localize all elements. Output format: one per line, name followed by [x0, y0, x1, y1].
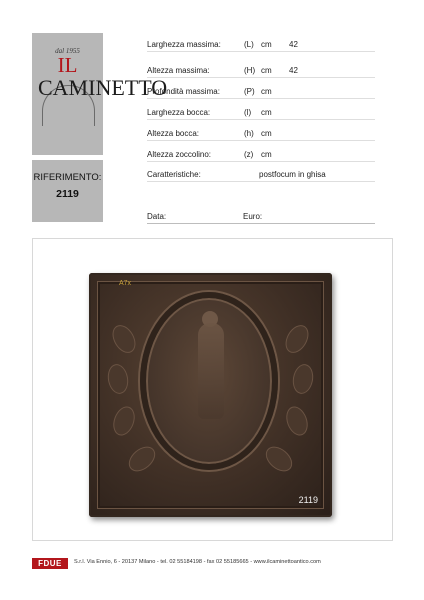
spec-label: Altezza massima:: [147, 66, 210, 75]
fireback-number: 2119: [298, 495, 318, 505]
date-label: Data:: [147, 212, 167, 221]
logo-name: CAMINETTO: [38, 75, 168, 100]
spec-label: Larghezza massima:: [147, 40, 221, 49]
reference-box: [32, 160, 103, 222]
spec-label: Profondità massima:: [147, 87, 220, 96]
reference-label: RIFERIMENTO:: [33, 172, 102, 183]
price-label: Euro:: [243, 212, 263, 221]
spec-code: (L): [244, 40, 254, 49]
spec-row-profondita-massima: [147, 87, 375, 99]
spec-code: (h): [244, 129, 254, 138]
logo-il: IL: [57, 53, 78, 77]
reference-value: 2119: [56, 188, 79, 200]
spec-divider: [147, 51, 375, 52]
spec-code: (z): [244, 150, 254, 159]
spec-value: 42: [289, 66, 298, 75]
cast-iron-fireback-image: [89, 273, 332, 517]
footer: [32, 558, 391, 570]
features-value: postfocum in ghisa: [259, 170, 326, 179]
spec-unit: cm: [261, 40, 272, 49]
features-row: [147, 170, 375, 182]
spec-value: 42: [289, 40, 298, 49]
spec-divider: [147, 161, 375, 162]
company-logo: [32, 33, 168, 155]
spec-unit: cm: [261, 108, 272, 117]
spec-unit: cm: [261, 150, 272, 159]
spec-code: (P): [244, 87, 255, 96]
order-row: [147, 212, 375, 224]
spec-unit: cm: [261, 66, 272, 75]
spec-code: (H): [244, 66, 256, 75]
features-label: Caratteristiche:: [147, 170, 201, 179]
spec-divider: [147, 140, 375, 141]
spec-code: (l): [244, 108, 252, 117]
spec-divider: [147, 77, 375, 78]
features-divider: [147, 181, 375, 182]
footer-brand-logo: FDUE: [32, 558, 68, 569]
spec-row-larghezza-massima: [147, 40, 375, 52]
spec-row-larghezza-bocca: [147, 108, 375, 120]
standing-figure-icon: [198, 323, 224, 419]
fireback-mark: A7x: [119, 280, 132, 287]
spec-divider: [147, 119, 375, 120]
logo-tagline: dal 1955: [55, 47, 80, 55]
spec-divider: [147, 98, 375, 99]
footer-contact-text: S.r.l. Via Ennio, 6 - 20137 Milano - tel. 02 55184198 - fax 02 55185665 - www.ilcaminettoantico.com: [74, 559, 321, 565]
spec-label: Altezza bocca:: [147, 129, 200, 138]
spec-label: Altezza zoccolino:: [147, 150, 212, 159]
spec-label: Larghezza bocca:: [147, 108, 211, 117]
spec-row-altezza-massima: [147, 66, 375, 78]
spec-unit: cm: [261, 129, 272, 138]
spec-row-altezza-bocca: [147, 129, 375, 141]
order-divider: [147, 223, 375, 224]
spec-row-altezza-zoccolino: [147, 150, 375, 162]
spec-unit: cm: [261, 87, 272, 96]
